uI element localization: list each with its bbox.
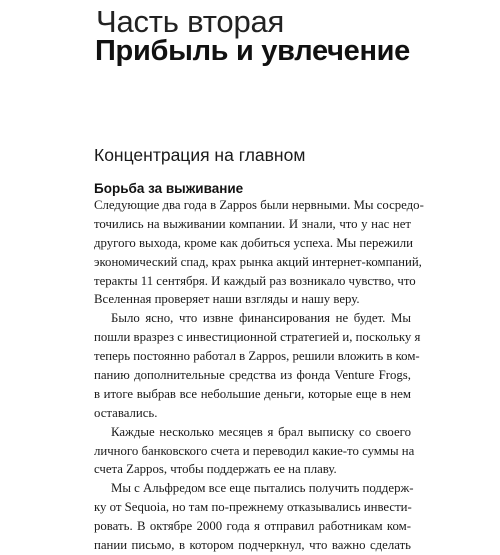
text-line: экономический спад, крах рынка акций интернет-компаний, (94, 254, 422, 269)
text-line: Каждые несколько месяцев я брал выписку со своего (111, 424, 411, 439)
text-line: оставались. (94, 405, 158, 420)
text-line: Было ясно, что извне финансирования не будет. Мы (111, 311, 411, 326)
text-line: Вселенная проверяет наши взгляды и нашу веру. (94, 292, 360, 307)
text-line: счета Zappos, чтобы поддержать ее на плаву. (94, 462, 337, 477)
text-line: в итоге выбрав все небольшие деньги, которые еще в нем (94, 386, 411, 401)
text-line: Мы с Альфредом все еще пытались получить поддерж- (111, 481, 414, 496)
text-line: точились на выживании компании. И знали, что у нас нет (94, 216, 411, 231)
text-line: другого выхода, кроме как добиться успеха. Мы пережили (94, 235, 413, 250)
text-line: теперь постоянно работал в Zappos, решили вложить в ком- (94, 349, 420, 364)
text-line: теракты 11 сентября. И каждый раз возникало чувство, что (94, 273, 416, 288)
text-line: ровать. В октябре 2000 года я отправил работникам ком- (94, 519, 411, 534)
text-line: пании письмо, в котором подчеркнул, что важно сделать (94, 538, 411, 553)
text-line: ку от Sequoia, но там по-прежнему отказывались инвести- (94, 500, 412, 515)
text-line: панию дополнительные средства из фонда Venture Frogs, (94, 368, 411, 383)
paragraph (94, 309, 421, 422)
paragraph (94, 423, 415, 480)
part-label: Часть вторая (96, 4, 285, 39)
text-line: Следующие два года в Zappos были нервными. Мы сосредо- (94, 198, 424, 212)
paragraph (94, 479, 414, 555)
text-line: личного банковского счета и переводил какие-то суммы на (94, 443, 415, 458)
chapter-title: Концентрация на главном (94, 145, 306, 165)
text-line: пошли вразрез с инвестиционной стратегией и, поскольку я (94, 330, 421, 345)
paragraph (94, 196, 424, 309)
body-text (94, 196, 424, 555)
part-title: Прибыль и увлечение (95, 35, 411, 67)
section-title: Борьба за выживание (94, 181, 244, 196)
